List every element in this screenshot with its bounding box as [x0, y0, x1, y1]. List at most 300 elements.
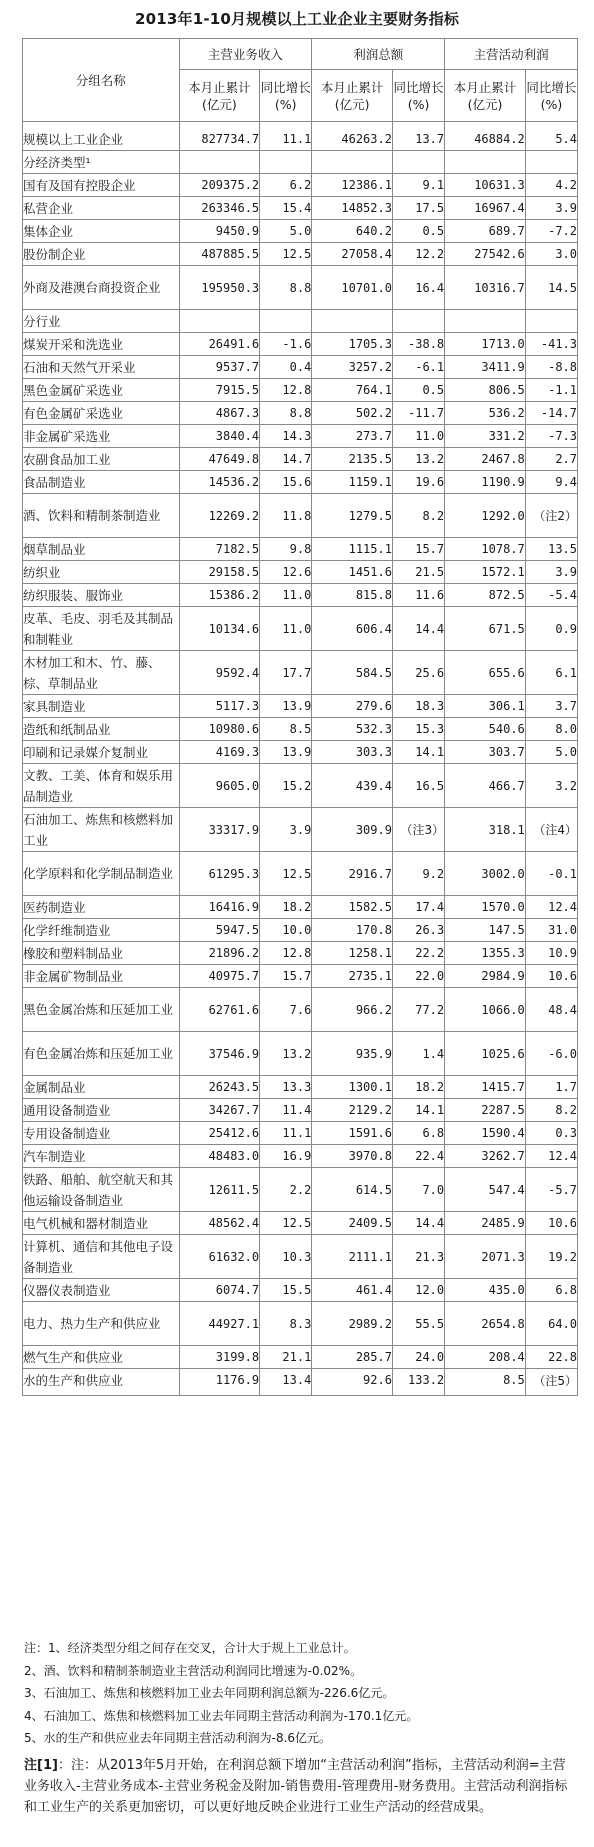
- cumulative-value: 2071.3: [445, 1235, 526, 1279]
- cumulative-value: 2735.1: [312, 965, 393, 988]
- cumulative-value: 7915.5: [179, 379, 260, 402]
- cumulative-value: 540.6: [445, 718, 526, 741]
- yoy-growth-value: 14.1: [392, 1099, 444, 1122]
- cumulative-value: 279.6: [312, 695, 393, 718]
- table-body: [23, 122, 578, 1396]
- yoy-growth-value: （注3）: [392, 808, 444, 852]
- yoy-growth-value: -41.3: [525, 333, 577, 356]
- row-label: 通用设备制造业: [23, 1099, 180, 1122]
- table-row: [23, 538, 578, 561]
- yoy-growth-value: 3.2: [525, 764, 577, 808]
- yoy-growth-value: 1.4: [392, 1032, 444, 1076]
- yoy-growth-value: 14.1: [392, 741, 444, 764]
- yoy-growth-value: 0.3: [525, 1122, 577, 1145]
- cumulative-value: 671.5: [445, 607, 526, 651]
- group-header-revenue: 主营业务收入: [179, 39, 312, 70]
- cumulative-value: 3002.0: [445, 852, 526, 896]
- cumulative-value: 10316.7: [445, 266, 526, 310]
- table-row: [23, 1032, 578, 1076]
- cumulative-value: 16967.4: [445, 197, 526, 220]
- yoy-growth-value: 77.2: [392, 988, 444, 1032]
- cumulative-value: 435.0: [445, 1279, 526, 1302]
- row-label: 有色金属矿采选业: [23, 402, 180, 425]
- cumulative-value: 46263.2: [312, 122, 393, 151]
- yoy-growth-value: 21.3: [392, 1235, 444, 1279]
- notes-section: [24, 1637, 584, 1750]
- cumulative-value: 3262.7: [445, 1145, 526, 1168]
- row-label: 仪器仪表制造业: [23, 1279, 180, 1302]
- cumulative-value: 208.4: [445, 1346, 526, 1369]
- row-label: 电气机械和器材制造业: [23, 1212, 180, 1235]
- row-label: 石油和天然气开采业: [23, 356, 180, 379]
- row-label: 木材加工和木、竹、藤、棕、草制品业: [23, 651, 180, 695]
- cumulative-value: 966.2: [312, 988, 393, 1032]
- cumulative-value: [179, 151, 260, 174]
- cumulative-value: 2135.5: [312, 448, 393, 471]
- row-label: 国有及国有控股企业: [23, 174, 180, 197]
- yoy-growth-value: 5.0: [525, 741, 577, 764]
- yoy-growth-value: -5.4: [525, 584, 577, 607]
- yoy-growth-value: 0.5: [392, 220, 444, 243]
- table-row: [23, 1279, 578, 1302]
- table-row: [23, 448, 578, 471]
- row-label: 电力、热力生产和供应业: [23, 1302, 180, 1346]
- yoy-growth-value: 17.7: [260, 651, 312, 695]
- row-label: 农副食品加工业: [23, 448, 180, 471]
- row-label: 有色金属冶炼和压延加工业: [23, 1032, 180, 1076]
- cumulative-value: 4169.3: [179, 741, 260, 764]
- row-label: 燃气生产和供应业: [23, 1346, 180, 1369]
- cumulative-value: 263346.5: [179, 197, 260, 220]
- cumulative-value: 1292.0: [445, 494, 526, 538]
- note-line: 注：1、经济类型分组之间存在交叉，合计大于规上工业总计。: [24, 1641, 356, 1655]
- cumulative-value: [179, 310, 260, 333]
- yoy-growth-value: 22.2: [392, 942, 444, 965]
- row-label: 非金属矿采选业: [23, 425, 180, 448]
- footnote-text: ：注：从2013年5月开始，在利润总额下增加“主营活动利润”指标，主营活动利润=主营业务收入-主营业务成本-主营业务税金及附加-销售费用-管理费用-财务费用。主营活动利润指标和工业生产的关系更加密切，可以更好地反映企业进行工业生产活动的经营成果。: [24, 1758, 568, 1815]
- cumulative-value: 764.1: [312, 379, 393, 402]
- cumulative-value: 1705.3: [312, 333, 393, 356]
- yoy-growth-value: 12.8: [260, 942, 312, 965]
- row-label: 家具制造业: [23, 695, 180, 718]
- yoy-growth-value: 8.2: [392, 494, 444, 538]
- cumulative-value: 12269.2: [179, 494, 260, 538]
- yoy-growth-value: 26.3: [392, 919, 444, 942]
- table-row: [23, 695, 578, 718]
- table-row: [23, 402, 578, 425]
- yoy-growth-value: 11.0: [260, 584, 312, 607]
- yoy-growth-value: 10.6: [525, 1212, 577, 1235]
- yoy-growth-value: 9.8: [260, 538, 312, 561]
- yoy-growth-value: 8.5: [260, 718, 312, 741]
- yoy-growth-value: -1.6: [260, 333, 312, 356]
- yoy-growth-value: 11.6: [392, 584, 444, 607]
- yoy-growth-value: 12.5: [260, 852, 312, 896]
- cumulative-value: 14536.2: [179, 471, 260, 494]
- cumulative-value: 306.1: [445, 695, 526, 718]
- row-label: 规模以上工业企业: [23, 122, 180, 151]
- table-row: [23, 741, 578, 764]
- cumulative-value: 25412.6: [179, 1122, 260, 1145]
- yoy-growth-value: 13.7: [392, 122, 444, 151]
- yoy-growth-value: 6.2: [260, 174, 312, 197]
- yoy-growth-value: 9.4: [525, 471, 577, 494]
- yoy-growth-value: 4.2: [525, 174, 577, 197]
- footnote-marker: 注[1]: [24, 1758, 58, 1773]
- cumulative-value: 48483.0: [179, 1145, 260, 1168]
- yoy-growth-value: 12.5: [260, 243, 312, 266]
- row-label: 印刷和记录媒介复制业: [23, 741, 180, 764]
- yoy-growth-value: 11.8: [260, 494, 312, 538]
- note-line: 4、石油加工、炼焦和核燃料加工业去年同期主营活动利润为-170.1亿元。: [24, 1708, 419, 1723]
- cumulative-value: 439.4: [312, 764, 393, 808]
- cumulative-value: 12611.5: [179, 1168, 260, 1212]
- yoy-growth-value: （注4）: [525, 808, 577, 852]
- yoy-growth-value: 6.1: [525, 651, 577, 695]
- yoy-growth-value: 17.5: [392, 197, 444, 220]
- row-label: 分经济类型¹: [23, 151, 180, 174]
- cumulative-value: 1355.3: [445, 942, 526, 965]
- yoy-growth-value: 13.9: [260, 741, 312, 764]
- group-header-total-profit: 利润总额: [312, 39, 445, 70]
- cumulative-value: 2409.5: [312, 1212, 393, 1235]
- cumulative-value: 61295.3: [179, 852, 260, 896]
- table-row: [23, 584, 578, 607]
- table-row: [23, 122, 578, 151]
- yoy-growth-value: 8.0: [525, 718, 577, 741]
- yoy-growth-value: 12.5: [260, 1212, 312, 1235]
- cumulative-value: 285.7: [312, 1346, 393, 1369]
- yoy-growth-value: 1.7: [525, 1076, 577, 1099]
- cumulative-value: 29158.5: [179, 561, 260, 584]
- cumulative-value: 2287.5: [445, 1099, 526, 1122]
- table-row: [23, 1346, 578, 1369]
- table-row: [23, 1099, 578, 1122]
- row-label: 皮革、毛皮、羽毛及其制品和制鞋业: [23, 607, 180, 651]
- yoy-growth-value: 15.2: [260, 764, 312, 808]
- yoy-growth-value: 16.4: [392, 266, 444, 310]
- table-row: [23, 896, 578, 919]
- yoy-growth-value: 10.6: [525, 965, 577, 988]
- yoy-growth-value: 18.3: [392, 695, 444, 718]
- yoy-growth-value: 12.2: [392, 243, 444, 266]
- cumulative-value: 536.2: [445, 402, 526, 425]
- table-row: [23, 425, 578, 448]
- row-label: 造纸和纸制品业: [23, 718, 180, 741]
- cumulative-value: 1451.6: [312, 561, 393, 584]
- row-label: 文教、工美、体育和娱乐用品制造业: [23, 764, 180, 808]
- cumulative-value: 34267.7: [179, 1099, 260, 1122]
- note-line: 2、酒、饮料和精制茶制造业主营活动利润同比增速为-0.02%。: [24, 1663, 363, 1678]
- cumulative-value: 47649.8: [179, 448, 260, 471]
- cumulative-value: 1572.1: [445, 561, 526, 584]
- yoy-growth-value: 3.7: [525, 695, 577, 718]
- row-label: 黑色金属冶炼和压延加工业: [23, 988, 180, 1032]
- yoy-growth-value: 13.9: [260, 695, 312, 718]
- table-row: [23, 1145, 578, 1168]
- row-label: 集体企业: [23, 220, 180, 243]
- yoy-growth-value: -7.2: [525, 220, 577, 243]
- yoy-growth-value: 2.7: [525, 448, 577, 471]
- yoy-growth-value: 11.1: [260, 1122, 312, 1145]
- yoy-growth-value: [525, 310, 577, 333]
- cumulative-value: 1078.7: [445, 538, 526, 561]
- cumulative-value: 2984.9: [445, 965, 526, 988]
- yoy-growth-value: 16.9: [260, 1145, 312, 1168]
- cumulative-value: 3970.8: [312, 1145, 393, 1168]
- yoy-growth-value: 8.2: [525, 1099, 577, 1122]
- yoy-growth-value: [392, 151, 444, 174]
- cumulative-value: 1713.0: [445, 333, 526, 356]
- note-line: 3、石油加工、炼焦和核燃料加工业去年同期利润总额为-226.6亿元。: [24, 1686, 395, 1700]
- cumulative-value: 14852.3: [312, 197, 393, 220]
- table-row: [23, 651, 578, 695]
- cumulative-value: 273.7: [312, 425, 393, 448]
- cumulative-value: 48562.4: [179, 1212, 260, 1235]
- cumulative-value: 9450.9: [179, 220, 260, 243]
- cumulative-value: 16416.9: [179, 896, 260, 919]
- cumulative-value: 1159.1: [312, 471, 393, 494]
- table-row: [23, 266, 578, 310]
- cumulative-value: [312, 310, 393, 333]
- yoy-growth-value: （注2）: [525, 494, 577, 538]
- cumulative-value: 1582.5: [312, 896, 393, 919]
- yoy-growth-value: 19.6: [392, 471, 444, 494]
- row-label: 医药制造业: [23, 896, 180, 919]
- yoy-growth-value: （注5）: [525, 1369, 577, 1396]
- cumulative-value: 15386.2: [179, 584, 260, 607]
- cumulative-value: 815.8: [312, 584, 393, 607]
- yoy-growth-value: 12.6: [260, 561, 312, 584]
- table-row: [23, 471, 578, 494]
- cumulative-value: 209375.2: [179, 174, 260, 197]
- footnote: [24, 1755, 572, 1818]
- cumulative-value: 2111.1: [312, 1235, 393, 1279]
- subheader-cumulative: 本月止累计 (亿元): [179, 70, 260, 122]
- yoy-growth-value: 133.2: [392, 1369, 444, 1396]
- yoy-growth-value: 11.4: [260, 1099, 312, 1122]
- cumulative-value: 46884.2: [445, 122, 526, 151]
- yoy-growth-value: 31.0: [525, 919, 577, 942]
- yoy-growth-value: -0.1: [525, 852, 577, 896]
- yoy-growth-value: -6.0: [525, 1032, 577, 1076]
- cumulative-value: 461.4: [312, 1279, 393, 1302]
- yoy-growth-value: 48.4: [525, 988, 577, 1032]
- cumulative-value: 5117.3: [179, 695, 260, 718]
- row-label: 化学原料和化学制品制造业: [23, 852, 180, 896]
- yoy-growth-value: 18.2: [392, 1076, 444, 1099]
- table-row: [23, 243, 578, 266]
- cumulative-value: 3199.8: [179, 1346, 260, 1369]
- yoy-growth-value: 12.4: [525, 1145, 577, 1168]
- subheader-yoy: 同比增长 (%): [392, 70, 444, 122]
- yoy-growth-value: 13.3: [260, 1076, 312, 1099]
- yoy-growth-value: 14.4: [392, 1212, 444, 1235]
- cumulative-value: 5947.5: [179, 919, 260, 942]
- yoy-growth-value: 15.6: [260, 471, 312, 494]
- yoy-growth-value: -11.7: [392, 402, 444, 425]
- yoy-growth-value: 24.0: [392, 1346, 444, 1369]
- yoy-growth-value: 55.5: [392, 1302, 444, 1346]
- table-row: [23, 965, 578, 988]
- yoy-growth-value: 22.8: [525, 1346, 577, 1369]
- row-label: 分行业: [23, 310, 180, 333]
- cumulative-value: 9537.7: [179, 356, 260, 379]
- yoy-growth-value: [260, 151, 312, 174]
- row-label: 化学纤维制造业: [23, 919, 180, 942]
- yoy-growth-value: -14.7: [525, 402, 577, 425]
- cumulative-value: 466.7: [445, 764, 526, 808]
- cumulative-value: 10134.6: [179, 607, 260, 651]
- yoy-growth-value: 3.9: [525, 197, 577, 220]
- subheader-yoy: 同比增长 (%): [525, 70, 577, 122]
- yoy-growth-value: 15.7: [260, 965, 312, 988]
- table-row: [23, 852, 578, 896]
- cumulative-value: 614.5: [312, 1168, 393, 1212]
- yoy-growth-value: 17.4: [392, 896, 444, 919]
- cumulative-value: 44927.1: [179, 1302, 260, 1346]
- cumulative-value: 6074.7: [179, 1279, 260, 1302]
- row-label: 纺织业: [23, 561, 180, 584]
- cumulative-value: 935.9: [312, 1032, 393, 1076]
- row-label: 非金属矿物制品业: [23, 965, 180, 988]
- cumulative-value: 10701.0: [312, 266, 393, 310]
- table-row: [23, 197, 578, 220]
- table-row: [23, 718, 578, 741]
- yoy-growth-value: [392, 310, 444, 333]
- group-header-operating-profit: 主营活动利润: [445, 39, 578, 70]
- yoy-growth-value: 7.6: [260, 988, 312, 1032]
- yoy-growth-value: 14.3: [260, 425, 312, 448]
- cumulative-value: 1190.9: [445, 471, 526, 494]
- row-label: 铁路、船舶、航空航天和其他运输设备制造业: [23, 1168, 180, 1212]
- yoy-growth-value: -7.3: [525, 425, 577, 448]
- yoy-growth-value: 0.5: [392, 379, 444, 402]
- cumulative-value: 147.5: [445, 919, 526, 942]
- table-row: [23, 919, 578, 942]
- table-row: [23, 808, 578, 852]
- table-row: [23, 220, 578, 243]
- table-row: [23, 607, 578, 651]
- row-label: 汽车制造业: [23, 1145, 180, 1168]
- yoy-growth-value: 14.7: [260, 448, 312, 471]
- cumulative-value: 61632.0: [179, 1235, 260, 1279]
- cumulative-value: 21896.2: [179, 942, 260, 965]
- table-row: [23, 1235, 578, 1279]
- table-row: [23, 333, 578, 356]
- row-label: 专用设备制造业: [23, 1122, 180, 1145]
- subheader-cumulative: 本月止累计 (亿元): [312, 70, 393, 122]
- cumulative-value: 9605.0: [179, 764, 260, 808]
- cumulative-value: 1176.9: [179, 1369, 260, 1396]
- table-row: [23, 988, 578, 1032]
- page-title: 2013年1-10月规模以上工业企业主要财务指标: [134, 10, 460, 28]
- cumulative-value: 1279.5: [312, 494, 393, 538]
- yoy-growth-value: 5.0: [260, 220, 312, 243]
- cumulative-value: 331.2: [445, 425, 526, 448]
- yoy-growth-value: 22.4: [392, 1145, 444, 1168]
- yoy-growth-value: 10.0: [260, 919, 312, 942]
- subheader-yoy: 同比增长 (%): [260, 70, 312, 122]
- cumulative-value: 806.5: [445, 379, 526, 402]
- cumulative-value: 318.1: [445, 808, 526, 852]
- yoy-growth-value: 15.7: [392, 538, 444, 561]
- cumulative-value: 303.3: [312, 741, 393, 764]
- yoy-growth-value: 11.0: [392, 425, 444, 448]
- cumulative-value: 827734.7: [179, 122, 260, 151]
- cumulative-value: 12386.1: [312, 174, 393, 197]
- cumulative-value: 10980.6: [179, 718, 260, 741]
- yoy-growth-value: 10.9: [525, 942, 577, 965]
- yoy-growth-value: 12.0: [392, 1279, 444, 1302]
- cumulative-value: 7182.5: [179, 538, 260, 561]
- row-label: 烟草制品业: [23, 538, 180, 561]
- yoy-growth-value: 0.9: [525, 607, 577, 651]
- row-label: 石油加工、炼焦和核燃料加工业: [23, 808, 180, 852]
- yoy-growth-value: 15.4: [260, 197, 312, 220]
- cumulative-value: 1415.7: [445, 1076, 526, 1099]
- cumulative-value: 37546.9: [179, 1032, 260, 1076]
- cumulative-value: 2129.2: [312, 1099, 393, 1122]
- cumulative-value: 502.2: [312, 402, 393, 425]
- cumulative-value: 487885.5: [179, 243, 260, 266]
- cumulative-value: 3840.4: [179, 425, 260, 448]
- cumulative-value: 303.7: [445, 741, 526, 764]
- subheader-cumulative: 本月止累计 (亿元): [445, 70, 526, 122]
- cumulative-value: 1591.6: [312, 1122, 393, 1145]
- row-label: 黑色金属矿采选业: [23, 379, 180, 402]
- yoy-growth-value: -5.7: [525, 1168, 577, 1212]
- yoy-growth-value: 11.0: [260, 607, 312, 651]
- cumulative-value: 27542.6: [445, 243, 526, 266]
- cumulative-value: 62761.6: [179, 988, 260, 1032]
- row-label: 外商及港澳台商投资企业: [23, 266, 180, 310]
- yoy-growth-value: 13.5: [525, 538, 577, 561]
- yoy-growth-value: 9.1: [392, 174, 444, 197]
- yoy-growth-value: 8.3: [260, 1302, 312, 1346]
- cumulative-value: 3411.9: [445, 356, 526, 379]
- cumulative-value: 195950.3: [179, 266, 260, 310]
- yoy-growth-value: 3.9: [260, 808, 312, 852]
- table-row: [23, 1076, 578, 1099]
- cumulative-value: 92.6: [312, 1369, 393, 1396]
- cumulative-value: 10631.3: [445, 174, 526, 197]
- cumulative-value: 1115.1: [312, 538, 393, 561]
- row-label: 橡胶和塑料制品业: [23, 942, 180, 965]
- cumulative-value: 309.9: [312, 808, 393, 852]
- note-line: 5、水的生产和供应业去年同期主营活动利润为-8.6亿元。: [24, 1731, 332, 1745]
- cumulative-value: 547.4: [445, 1168, 526, 1212]
- table-row: [23, 379, 578, 402]
- cumulative-value: 4867.3: [179, 402, 260, 425]
- cumulative-value: [445, 151, 526, 174]
- yoy-growth-value: 7.0: [392, 1168, 444, 1212]
- cumulative-value: 2467.8: [445, 448, 526, 471]
- yoy-growth-value: 14.4: [392, 607, 444, 651]
- yoy-growth-value: 3.9: [525, 561, 577, 584]
- cumulative-value: 1066.0: [445, 988, 526, 1032]
- yoy-growth-value: 9.2: [392, 852, 444, 896]
- yoy-growth-value: 21.1: [260, 1346, 312, 1369]
- table-row: [23, 942, 578, 965]
- cumulative-value: 872.5: [445, 584, 526, 607]
- yoy-growth-value: 6.8: [525, 1279, 577, 1302]
- row-label: 金属制品业: [23, 1076, 180, 1099]
- yoy-growth-value: 16.5: [392, 764, 444, 808]
- yoy-growth-value: 11.1: [260, 122, 312, 151]
- yoy-growth-value: 6.8: [392, 1122, 444, 1145]
- cumulative-value: 1300.1: [312, 1076, 393, 1099]
